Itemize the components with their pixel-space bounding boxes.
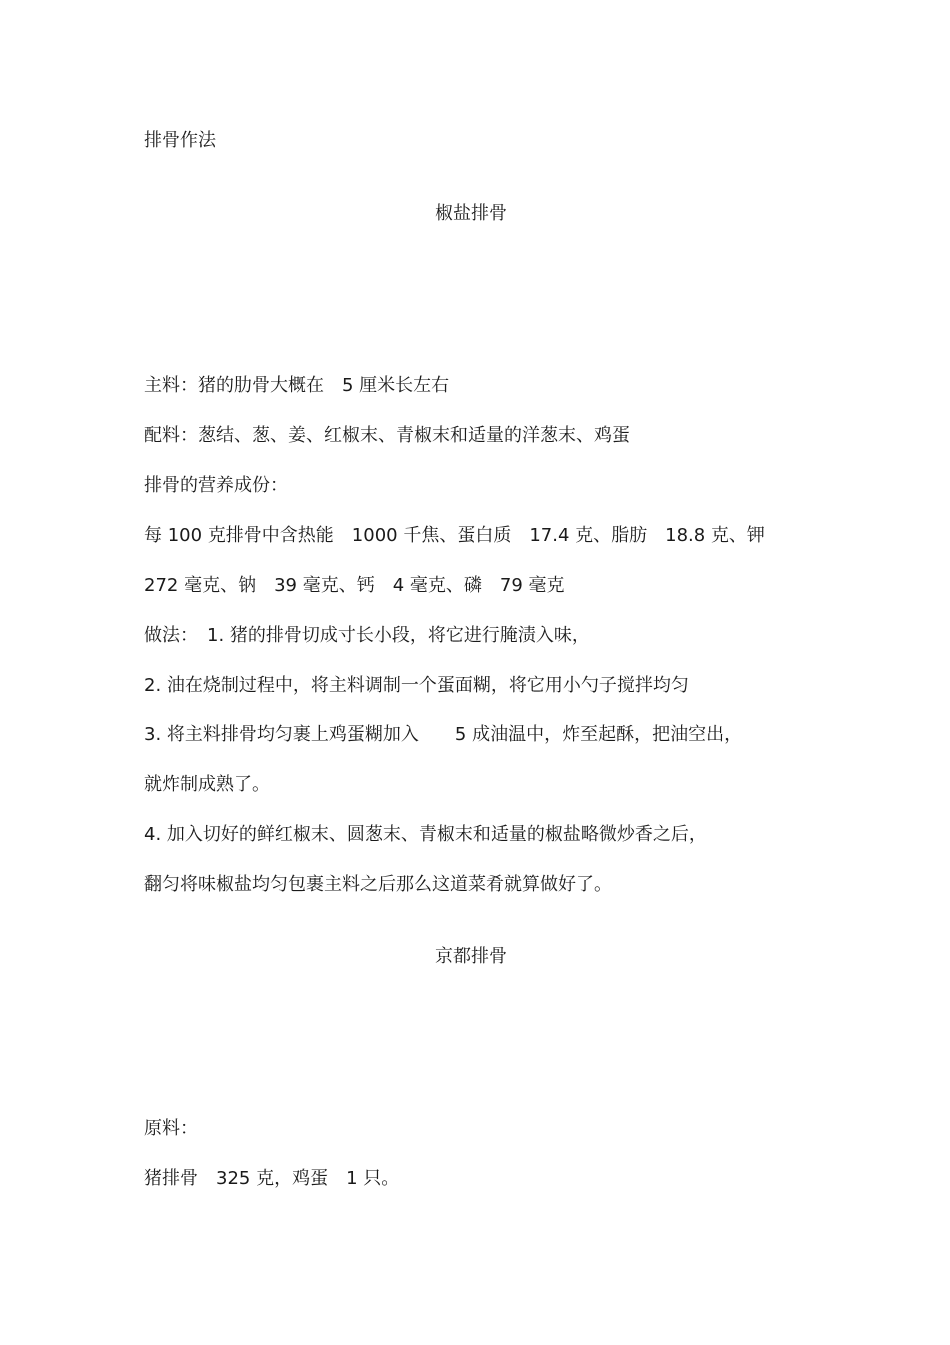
ingredients-line: 猪排骨 325 克，鸡蛋 1 只。 xyxy=(144,1168,400,1189)
recipe-title-jingdu: 京都排骨 xyxy=(435,946,507,967)
method-step-1: 做法： 1. 猪的排骨切成寸长小段，将它进行腌渍入味， xyxy=(144,625,590,646)
method-step-3-line-1: 3. 将主料排骨均匀裹上鸡蛋糊加入 5 成油温中，炸至起酥，把油空出， xyxy=(144,724,743,745)
method-step-4-line-2: 翻匀将味椒盐均匀包裹主料之后那么这道菜肴就算做好了。 xyxy=(144,874,612,895)
main-ingredient-line: 主料：猪的肋骨大概在 5 厘米长左右 xyxy=(144,375,450,396)
ingredients-heading: 原料： xyxy=(144,1118,198,1139)
method-step-2: 2. 油在烧制过程中，将主料调制一个蛋面糊，将它用小勺子搅拌均匀 xyxy=(144,675,689,696)
method-step-4-line-1: 4. 加入切好的鲜红椒末、圆葱末、青椒末和适量的椒盐略微炒香之后， xyxy=(144,824,707,845)
method-step-3-line-2: 就炸制成熟了。 xyxy=(144,774,270,795)
nutrition-line-1: 每 100 克排骨中含热能 1000 千焦、蛋白质 17.4 克、脂肪 18.8 克、钾 xyxy=(144,525,765,546)
nutrition-heading: 排骨的营养成份： xyxy=(144,475,288,496)
document-title: 排骨作法 xyxy=(144,130,216,151)
side-ingredients-line: 配料：葱结、葱、姜、红椒末、青椒末和适量的洋葱末、鸡蛋 xyxy=(144,425,630,446)
recipe-title-jiaoyan: 椒盐排骨 xyxy=(435,203,507,224)
nutrition-line-2: 272 毫克、钠 39 毫克、钙 4 毫克、磷 79 毫克 xyxy=(144,575,565,596)
